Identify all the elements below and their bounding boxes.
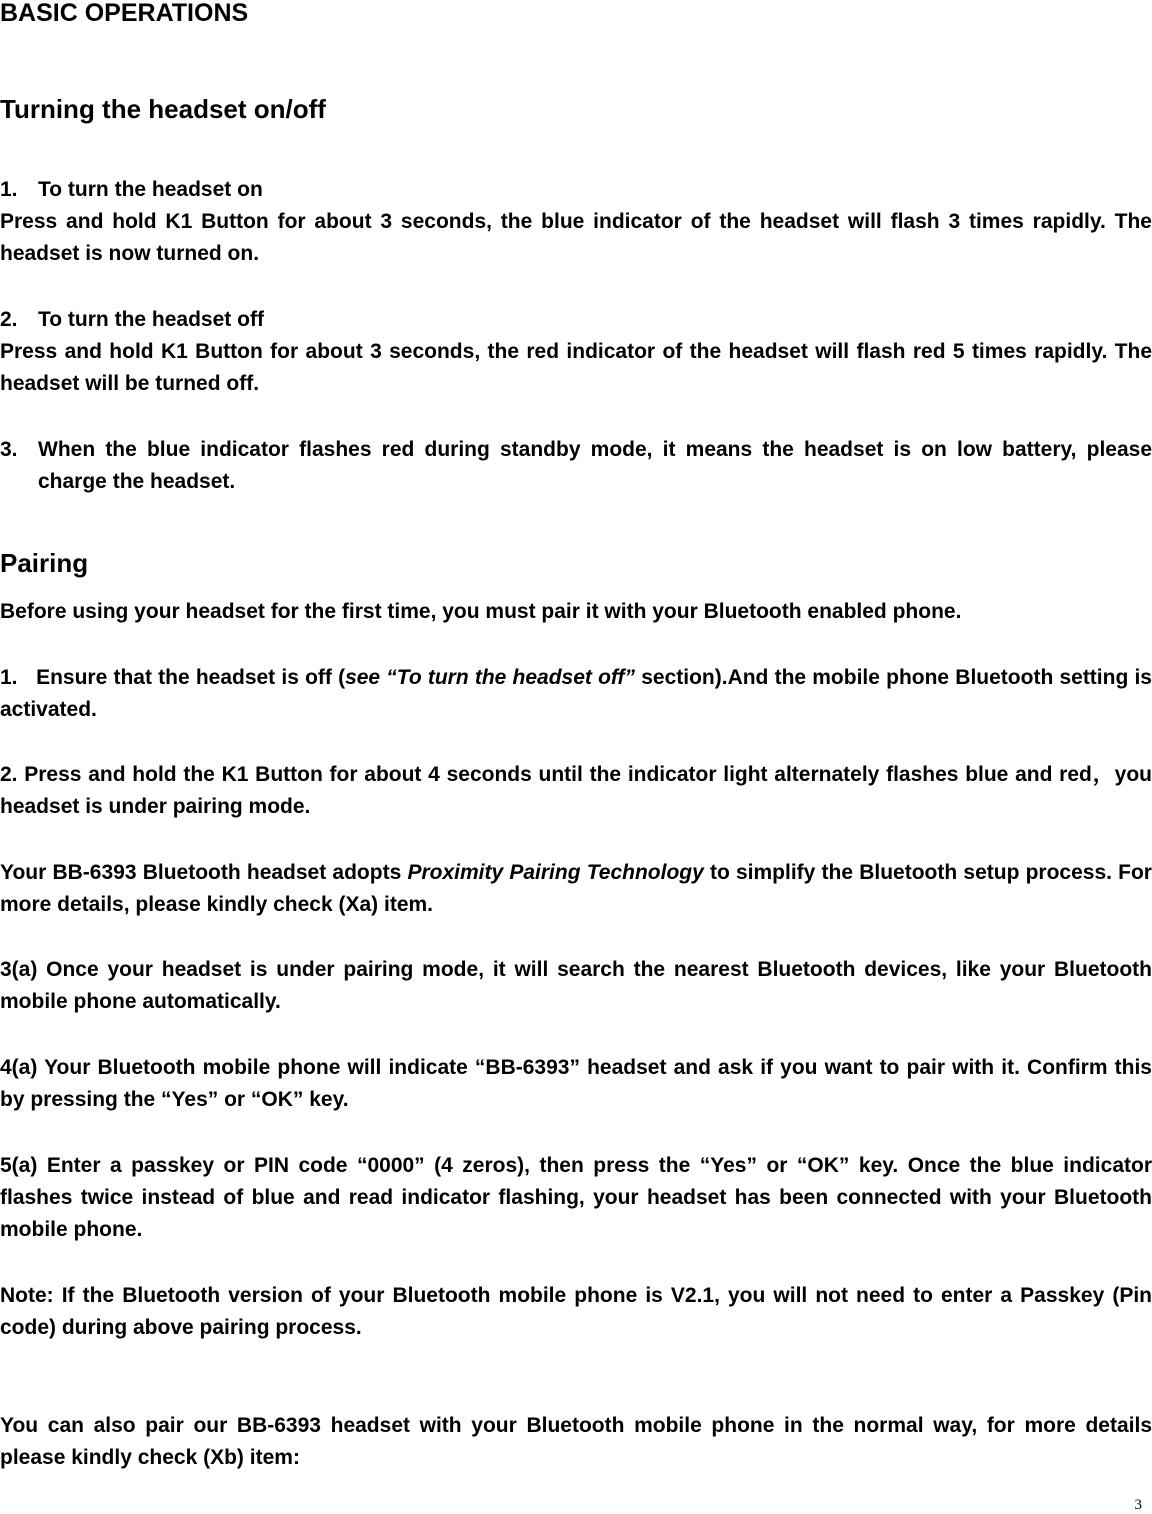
pairing-step-2: 2. Press and hold the K1 Button for about 4 seconds until the indicator light alternately flashes blue and red，you headset is under pairing mode. xyxy=(0,763,1152,818)
normal-pairing-paragraph: You can also pair our BB-6393 headset with your Bluetooth mobile phone in the normal way, for more details please kindly check (Xb) item: xyxy=(0,1414,1152,1469)
pairing-step-1 xyxy=(0,662,1152,726)
proximity-suffix: to simplify the Bluetooth setup process. For more details, please kindly check (Xa) item. xyxy=(0,861,1152,916)
proximity-pairing-paragraph xyxy=(0,857,1152,921)
item-2-text: Press and hold K1 Button for about 3 seconds, the red indicator of the headset will flash red 5 times rapidly. The headset will be turned off. xyxy=(0,340,1152,395)
pairing-step-1-reference: see “To turn the headset off” xyxy=(345,666,636,689)
pairing-intro: Before using your headset for the first time, you must pair it with your Bluetooth enabled phone. xyxy=(0,600,962,623)
page-number: 3 xyxy=(1134,1497,1142,1513)
pairing-step-1-prefix: 1. Ensure that the headset is off ( xyxy=(0,666,346,689)
item-1-number: 1. xyxy=(0,178,18,201)
step-5a: 5(a) Enter a passkey or PIN code “0000” (4 zeros), then press the “Yes” or “OK” key. Once the blue indicator flashes twice instead of blue and read indicator flashing, your headset has been connected with your Bluetooth mobile phone. xyxy=(0,1154,1152,1241)
item-3 xyxy=(0,434,1152,498)
proximity-technology-term: Proximity Pairing Technology xyxy=(407,861,704,884)
version-note: Note: If the Bluetooth version of your Bluetooth mobile phone is V2.1, you will not need to enter a Passkey (Pin code) during above pairing process. xyxy=(0,1284,1152,1339)
item-2-heading-text: To turn the headset off xyxy=(38,308,264,331)
item-2-number: 2. xyxy=(0,308,18,331)
proximity-prefix: Your BB-6393 Bluetooth headset adopts xyxy=(0,861,408,884)
item-2-heading xyxy=(0,304,1152,336)
step-4a: 4(a) Your Bluetooth mobile phone will indicate “BB-6393” headset and ask if you want to pair with it. Confirm this by pressing the “Yes” or “OK” key. xyxy=(0,1056,1152,1111)
section-heading-on-off: Turning the headset on/off xyxy=(0,94,326,124)
item-1-heading xyxy=(0,174,1152,206)
item-3-text: When the blue indicator flashes red during standby mode, it means the headset is on low battery, please charge the headset. xyxy=(38,438,1152,493)
page-title: BASIC OPERATIONS xyxy=(0,0,249,27)
item-1-text: Press and hold K1 Button for about 3 seconds, the blue indicator of the headset will flash 3 times rapidly. The headset is now turned on. xyxy=(0,210,1152,265)
step-3a: 3(a) Once your headset is under pairing mode, it will search the nearest Bluetooth devices, like your Bluetooth mobile phone automatically. xyxy=(0,958,1152,1013)
pairing-step-1-suffix: section).And the mobile phone Bluetooth setting is activated. xyxy=(0,666,1152,721)
item-1-heading-text: To turn the headset on xyxy=(38,178,263,201)
item-3-number: 3. xyxy=(0,438,18,461)
section-heading-pairing: Pairing xyxy=(0,548,89,578)
